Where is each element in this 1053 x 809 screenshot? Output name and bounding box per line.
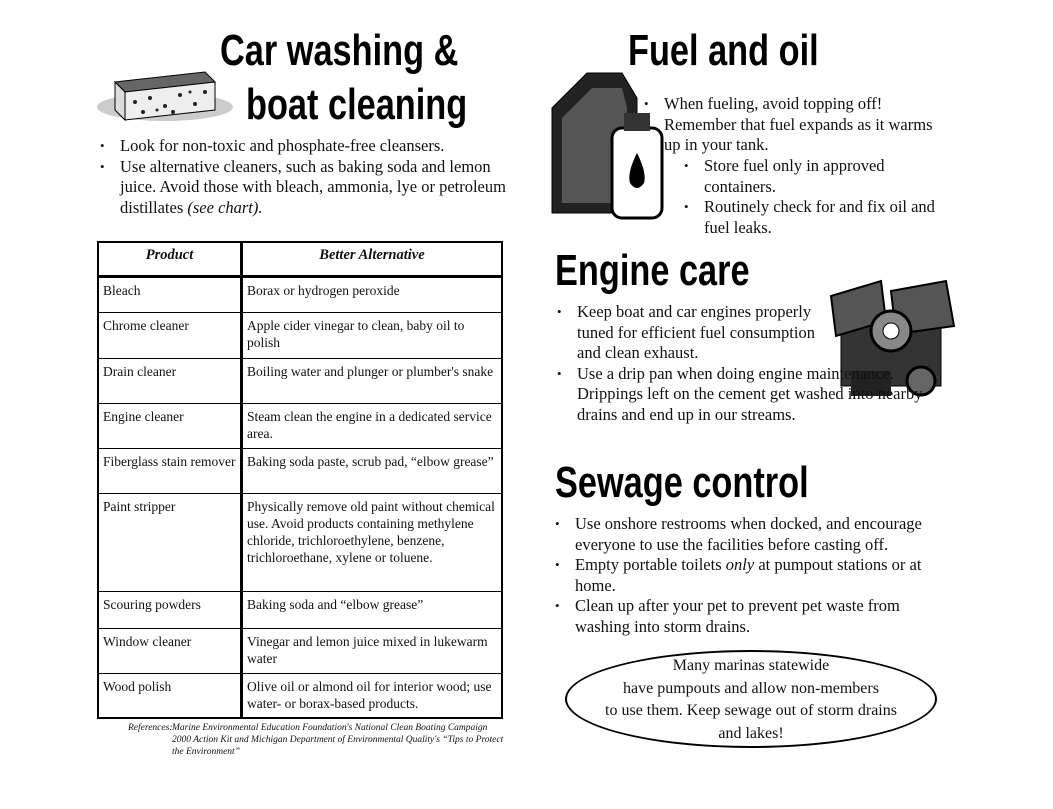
engine-bullets [555,302,955,425]
alternatives-table [97,241,503,719]
references-text: Marine Environmental Education Foundation's National Clean Boating Campaign 2000 Action Kit and Michigan Department of Environmental Quality's “Tips to Protect the Environment” [172,723,504,757]
table-row [98,592,502,629]
product-cell: Bleach [98,277,242,313]
table-row [98,277,502,313]
callout-line: Many marinas statewide [672,657,830,674]
header-product: Product [98,242,242,277]
car-washing-title-line2: boat cleaning [246,80,468,129]
bullet-text: • Use a drip pan when doing engine maintenance. Drippings left on the cement get washed into nearby drains and end up in our streams. [577,363,923,424]
pumpout-callout [565,650,937,748]
product-cell: Scouring powders [98,592,242,629]
car-washing-bullets [98,136,508,218]
table-row [98,674,502,718]
emphasis: only [725,555,755,574]
car-washing-title-line1: Car washing & [220,26,459,75]
alternative-cell: Olive oil or almond oil for interior wood; use water- or borax-based products. [242,674,503,718]
table-row [98,359,502,404]
product-cell: Drain cleaner [98,359,242,404]
bullet: • Look for non-toxic and phosphate-free cleansers. [98,136,508,157]
fuel-title: Fuel and oil [628,26,819,75]
engine-title: Engine care [555,246,750,295]
product-cell: Engine cleaner [98,404,242,449]
alternative-cell: Apple cider vinegar to clean, baby oil to polish [242,313,503,359]
bullet [642,94,952,156]
header-alternative: Better Alternative [242,242,503,277]
callout-line: and lakes! [718,724,784,742]
table-row [98,449,502,494]
references-label: References: [128,723,173,733]
alternative-cell: Vinegar and lemon juice mixed in lukewarm water [242,629,503,674]
bullet-text: Use alternative cleaners, such as baking soda and lemon juice. Avoid those with bleach, ammonia, lye or petroleum distillates [120,156,506,217]
table-row [98,404,502,449]
bullet: • Use onshore restrooms when docked, and encourage everyone to use the facilities before casting off. [553,514,958,555]
product-cell: Wood polish [98,674,242,718]
alternative-cell: Baking soda and “elbow grease” [242,592,503,629]
table-row [98,313,502,359]
bullet: • Clean up after your pet to prevent pet waste from washing into storm drains. [553,596,958,637]
bullet-text: When fueling, avoid topping off! Remember that fuel expands as it warms up in your tank. [664,94,933,154]
table-header-row [98,242,502,277]
bullet: • Keep boat and car engines properly tuned for efficient fuel consumption and clean exhaust. [555,302,827,364]
alternative-cell: Boiling water and plunger or plumber's snake [242,359,503,404]
fuel-bullets [642,94,952,156]
alternative-cell: Physically remove old paint without chemical use. Avoid products containing methylene chloride, trichloroethylene, benzene, trichloroethane, xylene or toluene. [242,494,503,592]
callout-line: to use them. Keep sewage out of storm drains [605,702,897,719]
bullet-text: at pumpout stations or at home. [575,555,922,595]
callout-line: have pumpouts and allow non-members [623,679,879,697]
bullet [555,364,955,426]
see-chart-note: (see chart). [187,197,263,217]
sewage-bullets [553,514,958,637]
product-cell: Chrome cleaner [98,313,242,359]
alternative-cell: Baking soda paste, scrub pad, “elbow grease” [242,449,503,494]
bullet [553,555,958,596]
bullet: • Store fuel only in approved containers. [682,156,957,197]
product-cell: Window cleaner [98,629,242,674]
bullet: • Routinely check for and fix oil and fuel leaks. [682,197,957,238]
alternative-cell: Borax or hydrogen peroxide [242,277,503,313]
table-row [98,494,502,592]
alternative-cell: Steam clean the engine in a dedicated service area. [242,404,503,449]
product-cell: Fiberglass stain remover [98,449,242,494]
fuel-bullets-2 [682,156,957,238]
sewage-title: Sewage control [555,458,809,507]
table-row [98,629,502,674]
product-cell: Paint stripper [98,494,242,592]
bullet-text: Empty portable toilets [575,555,726,574]
bullet [98,157,508,219]
